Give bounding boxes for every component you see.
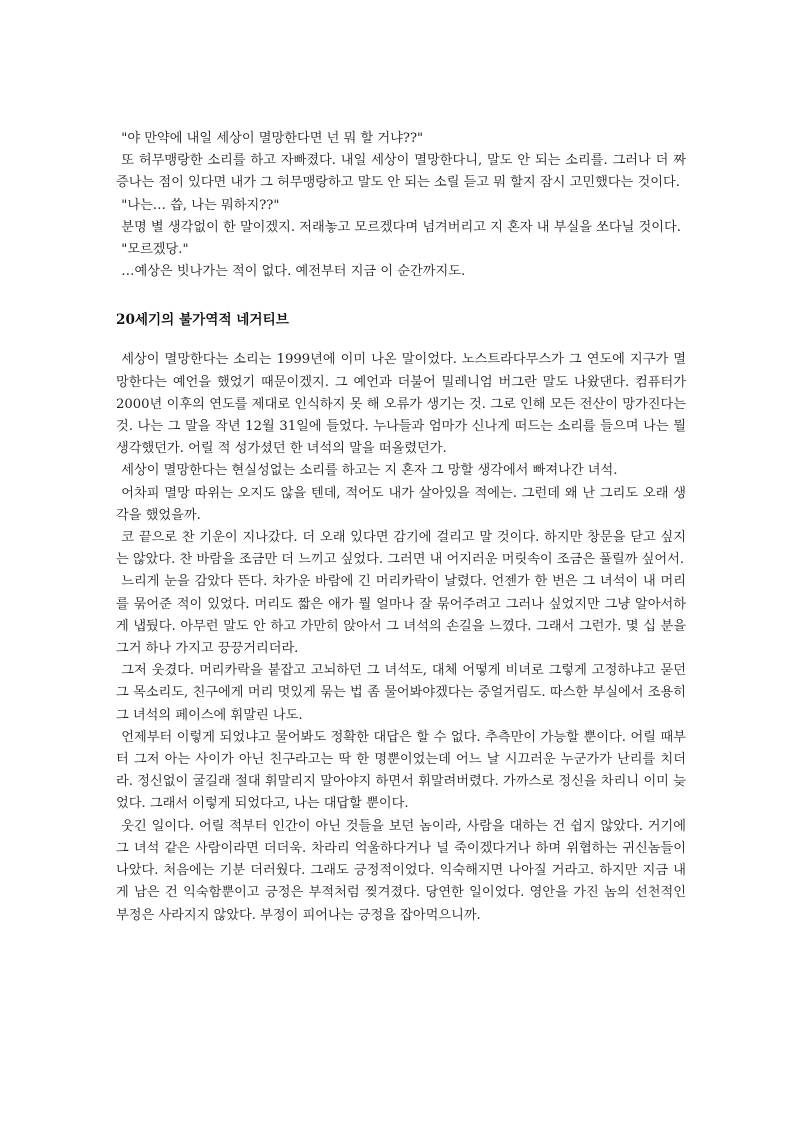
paragraph: 언제부터 이렇게 되었냐고 물어봐도 정확한 대답은 할 수 없다. 추측만이 가능할 뿐이다. 어릴 때부터 그저 아는 사이가 아닌 친구라고는 딱 한 명뿐이었는데 어느 날 시끄러운 누군가가 난리를 치더라. 정신없이 굴길래 절대 휘말리지 말아야지 하면서 휘말려버렸다. 가까스로 정신을 차리니 이미 늦었다. 그래서 이렇게 되었다고, 나는 대답할 뿐이다. bbox=[116, 729, 686, 812]
paragraph: 세상이 멸망한다는 소리는 1999년에 이미 나온 말이었다. 노스트라다무스가 그 연도에 지구가 멸망한다는 예언을 했었기 때문이겠지. 그 예언과 더불어 밀레니엄 버그란 말도 나왔댄다. 컴퓨터가 2000년 이후의 연도를 제대로 인식하지 못 해 오류가 생기는 것. 그로 인해 모든 전산이 망가진다는 것. 나는 그 말을 작년 12월 31일에 들었다. 누나들과 엄마가 신나게 떠드는 소리를 들으며 나는 뭘 생각했던가. 어릴 적 성가셨던 한 녀석의 말을 떠올렸던가. bbox=[116, 352, 686, 457]
paragraph: 코 끝으로 찬 기운이 지나갔다. 더 오래 있다면 감기에 걸리고 말 것이다. 하지만 창문을 닫고 싶지는 않았다. 찬 바람을 조금만 더 느끼고 싶었다. 그러면 내 어지러운 머릿속이 조금은 풀릴까 싶어서. bbox=[116, 530, 686, 568]
paragraph: 어차피 멸망 따위는 오지도 않을 텐데, 적어도 내가 살아있을 적에는. 그런데 왜 난 그리도 오래 생각을 했었을까. bbox=[116, 485, 686, 523]
paragraph: "나는… 씁, 나는 뭐하지??" bbox=[121, 197, 280, 213]
dialogue-section bbox=[116, 128, 686, 283]
narrative-section bbox=[116, 349, 686, 926]
paragraph: 느리게 눈을 감았다 뜬다. 차가운 바람에 긴 머리카락이 날렸다. 언젠가 한 번은 그 녀석이 내 머리를 묶어준 적이 있었다. 머리도 짧은 애가 뭘 얼마나 잘 묶어주려고 그러나 싶었지만 그냥 알아서하게 냅뒀다. 아무런 말도 안 하고 가만히 앉아서 그 녀석의 손길을 느꼈다. 그래서 그런가. 몇 십 분을 그거 하나 가지고 끙끙거리더라. bbox=[116, 574, 686, 657]
paragraph: 분명 별 생각없이 한 말이겠지. 저래놓고 모르겠다며 넘겨버리고 지 혼자 내 부실을 쏘다닐 것이다. bbox=[121, 219, 681, 235]
paragraph: …예상은 빗나가는 적이 없다. 예전부터 지금 이 순간까지도. bbox=[121, 264, 466, 280]
document-page bbox=[116, 128, 686, 927]
paragraph: 그저 웃겼다. 머리카락을 붙잡고 고뇌하던 그 녀석도, 대체 어떻게 비녀로 그렇게 고정하냐고 묻던 그 목소리도, 친구에게 머리 멋있게 묶는 법 좀 물어봐야겠다는 중얼거림도. 따스한 부실에서 조용히 그 녀석의 페이스에 휘말린 나도. bbox=[116, 663, 686, 723]
paragraph: "야 만약에 내일 세상이 멸망한다면 넌 뭐 할 거냐??" bbox=[121, 131, 424, 146]
section-heading: 20세기의 불가역적 네거티브 bbox=[116, 312, 289, 329]
paragraph: 세상이 멸망한다는 현실성없는 소리를 하고는 지 혼자 그 망할 생각에서 빠져나간 녀석. bbox=[121, 463, 618, 479]
paragraph: "모르겠당." bbox=[121, 242, 189, 258]
paragraph: 또 허무맹랑한 소리를 하고 자빠졌다. 내일 세상이 멸망한다니, 말도 안 되는 소리를. 그러나 더 짜증나는 점이 있다면 내가 그 허무맹랑하고 말도 안 되는 소릴 듣고 뭐 할지 잠시 고민했다는 것이다. bbox=[116, 153, 686, 191]
paragraph: 웃긴 일이다. 어릴 적부터 인간이 아닌 것들을 보던 놈이라, 사람을 대하는 건 쉽지 않았다. 거기에 그 녀석 같은 사람이라면 더더욱. 차라리 억울하다거나 널 죽이겠다거나 하며 위협하는 귀신놈들이 나았다. 처음에는 기분 더러웠다. 그래도 긍정적이었다. 익숙해지면 나아질 거라고. 하지만 지금 내게 남은 건 익숙함뿐이고 긍정은 부적처럼 찢겨졌다. 당연한 일이었다. 영안을 가진 놈의 선천적인 부정은 사라지지 않았다. 부정이 피어나는 긍정을 잡아먹으니까. bbox=[116, 818, 686, 923]
